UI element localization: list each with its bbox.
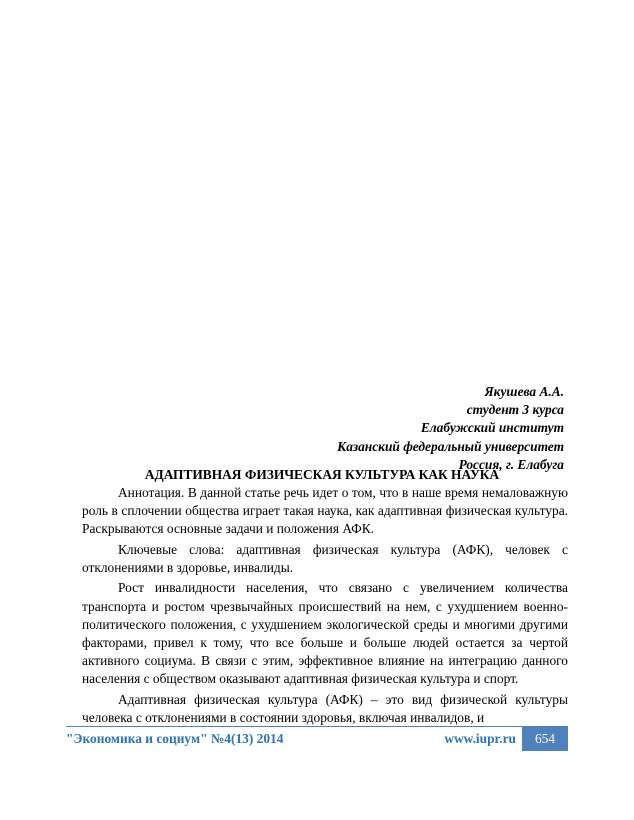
page-number-badge: 654 xyxy=(522,727,568,751)
body-paragraph: Адаптивная физическая культура (АФК) – это вид физической культуры человека с отклонениями в состоянии здоровья, включая инвалидов, и xyxy=(82,691,568,725)
author-status: студент 3 курса xyxy=(466,402,564,418)
body-paragraph: Рост инвалидности населения, что связано с увеличением количества транспорта и ростом чрезвычайных происшествий на нем, с ухудшением военно-политического положения, с ухудшением экологической среды и многими другими факторами, привел к тому, что все больше и больше людей остается за чертой активного социума. В связи с этим, эффективное влияние на интеграцию данного населения с обществом оказывают адаптивная физическая культура и спорт. xyxy=(82,580,568,686)
author-university: Казанский федеральный университет xyxy=(337,438,564,454)
keywords-paragraph: Ключевые слова: адаптивная физическая культура (АФК), человек с отклонениями в здоровье, инвалиды. xyxy=(82,541,568,575)
author-block xyxy=(337,383,564,474)
author-institute: Елабужский институт xyxy=(420,420,564,436)
article-body xyxy=(82,484,568,729)
footer-website[interactable]: www.iupr.ru xyxy=(444,731,516,746)
author-location: Россия, г. Елабуга xyxy=(458,456,564,472)
abstract-paragraph: Аннотация. В данной статье речь идет о том, что в наше время немаловажную роль в сплочении общества играет такая наука, как адаптивная физическая культура. Раскрываются основные задачи и положения АФК. xyxy=(82,485,568,537)
author-name: Якушева А.А. xyxy=(484,384,564,399)
page-footer xyxy=(66,726,568,751)
footer-journal: "Экономика и социум" №4(13) 2014 xyxy=(66,731,284,746)
article-title: АДАПТИВНАЯ ФИЗИЧЕСКАЯ КУЛЬТУРА КАК НАУКА xyxy=(144,467,500,482)
